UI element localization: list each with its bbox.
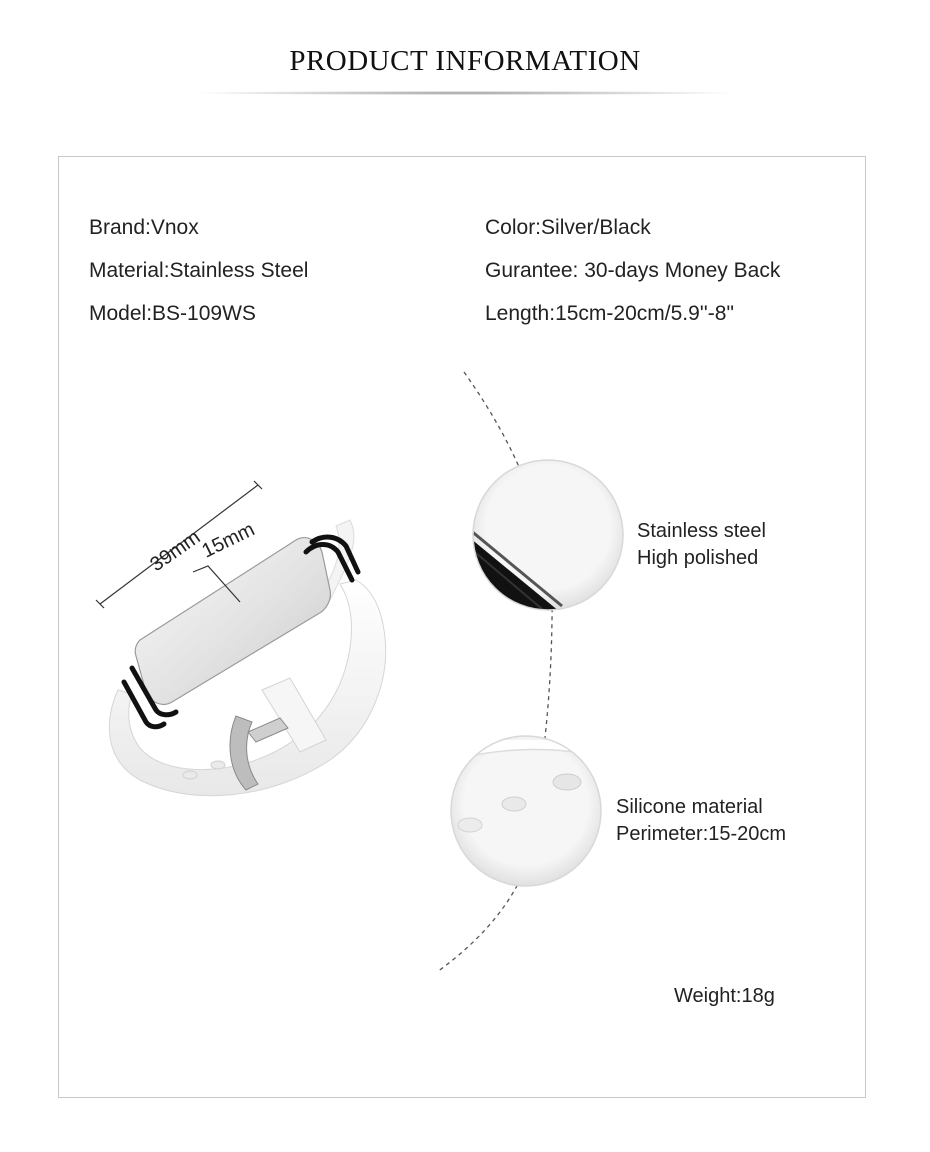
silicone-callout-line1: Silicone material: [616, 796, 763, 818]
spec-color: Color:Silver/Black: [485, 216, 651, 239]
spec-brand: Brand:Vnox: [89, 216, 199, 239]
spec-model: Model:BS-109WS: [89, 302, 256, 325]
silicone-callout-line2: Perimeter:15-20cm: [616, 823, 787, 845]
spec-length: Length:15cm-20cm/5.9''-8": [485, 302, 734, 325]
steel-detail-circle: [470, 460, 623, 614]
height-dimension-label: 15mm: [198, 518, 259, 563]
steel-callout-line2: High polished: [637, 547, 759, 569]
steel-callout-line1: Stainless steel: [637, 520, 766, 542]
weight-label: Weight:18g: [674, 985, 775, 1007]
spec-guarantee: Gurantee: 30-days Money Back: [485, 259, 781, 282]
page-title: PRODUCT INFORMATION: [289, 45, 641, 77]
width-dimension-label: 39mm: [146, 526, 205, 577]
silicone-detail-circle: [451, 736, 610, 886]
spec-material: Material:Stainless Steel: [89, 259, 309, 282]
